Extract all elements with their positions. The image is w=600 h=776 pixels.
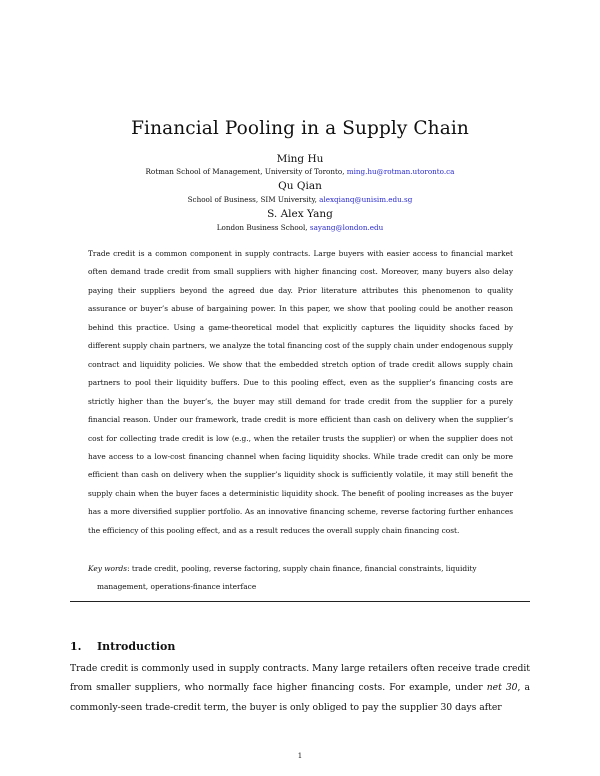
intro-term: net 30	[486, 682, 518, 694]
author-affiliation	[0, 167, 600, 176]
keywords: Key words: trade credit, pooling, reverse factoring, supply chain finance, financial constraints, liquidity management, operations-finance interface	[88, 560, 513, 596]
section-number: 1.	[70, 640, 82, 653]
divider-rule	[70, 601, 530, 602]
author-email-link[interactable]: alexqianq@unisim.edu.sg	[319, 195, 413, 204]
author-name: Qu Qian	[278, 180, 322, 192]
author-affiliation	[0, 223, 600, 232]
intro-paragraph	[70, 659, 530, 717]
affiliation-text: London Business School,	[216, 223, 308, 232]
paper-title: Financial Pooling in a Supply Chain	[131, 118, 469, 139]
page-number: 1	[297, 752, 303, 760]
keywords-text-continued: management, operations-finance interface	[97, 582, 257, 591]
affiliation-text: School of Business, SIM University,	[187, 195, 317, 204]
author-email-link[interactable]: ming.hu@rotman.utoronto.ca	[346, 167, 455, 176]
keywords-label: Key words	[88, 564, 128, 573]
abstract-text: Trade credit is a common component in supply contracts. Large buyers with easier access to financial market often demand trade credit from small suppliers with higher financing cost. Moreover, many buyers also delay paying their suppliers beyond the agreed due day. Prior literature attributes this phenomenon to quality assurance or buyer’s abuse of bargaining power. In this paper, we show that pooling could be another reason behind this practice. Using a game-theoretical model that explicitly captures the liquidity shocks faced by different supply chain partners, we analyze the total financing cost of the supply chain under endogenous supply contract and liquidity policies. We show that the embedded stretch option of trade credit allows supply chain partners to pool their liquidity buffers. Due to this pooling effect, even as the supplier’s financing costs are strictly higher than the buyer’s, the buyer may still demand for trade credit from the supplier for a purely financial reason. Under our framework, trade credit is more efficient than cash on delivery when the supplier’s cost for collecting trade credit is low (e.g., when the retailer trusts the supplier) or when the supplier does not have access to a low-cost financing channel when facing liquidity shocks. While trade credit can only be more efficient than cash on delivery when the supplier’s liquidity shock is sufficiently volatile, it may still benefit the supply chain when the buyer faces a deterministic liquidity shock. The benefit of pooling increases as the buyer has a more diversified supplier portfolio. As an innovative financing scheme, reverse factoring further enhances the efficiency of this pooling effect, and as a result reduces the overall supply chain financing cost.	[88, 249, 513, 535]
keywords-text: trade credit, pooling, reverse factoring, supply chain finance, financial constraints, liquidity	[131, 564, 477, 573]
section-title: Introduction	[97, 640, 176, 653]
intro-text-continued: , a commonly-seen trade-credit term, the buyer is only obliged to pay the supplier 30 days after	[70, 682, 530, 713]
author-name: Ming Hu	[276, 153, 324, 165]
author-name: S. Alex Yang	[267, 208, 333, 220]
author-email-link[interactable]: sayang@london.edu	[309, 223, 384, 232]
intro-text: Trade credit is commonly used in supply contracts. Many large retailers often receive trade credit from smaller suppliers, who normally face higher financing costs. For example, under	[70, 663, 530, 694]
author-affiliation	[0, 195, 600, 204]
section-heading	[70, 640, 175, 653]
affiliation-text: Rotman School of Management, University of Toronto,	[145, 167, 345, 176]
